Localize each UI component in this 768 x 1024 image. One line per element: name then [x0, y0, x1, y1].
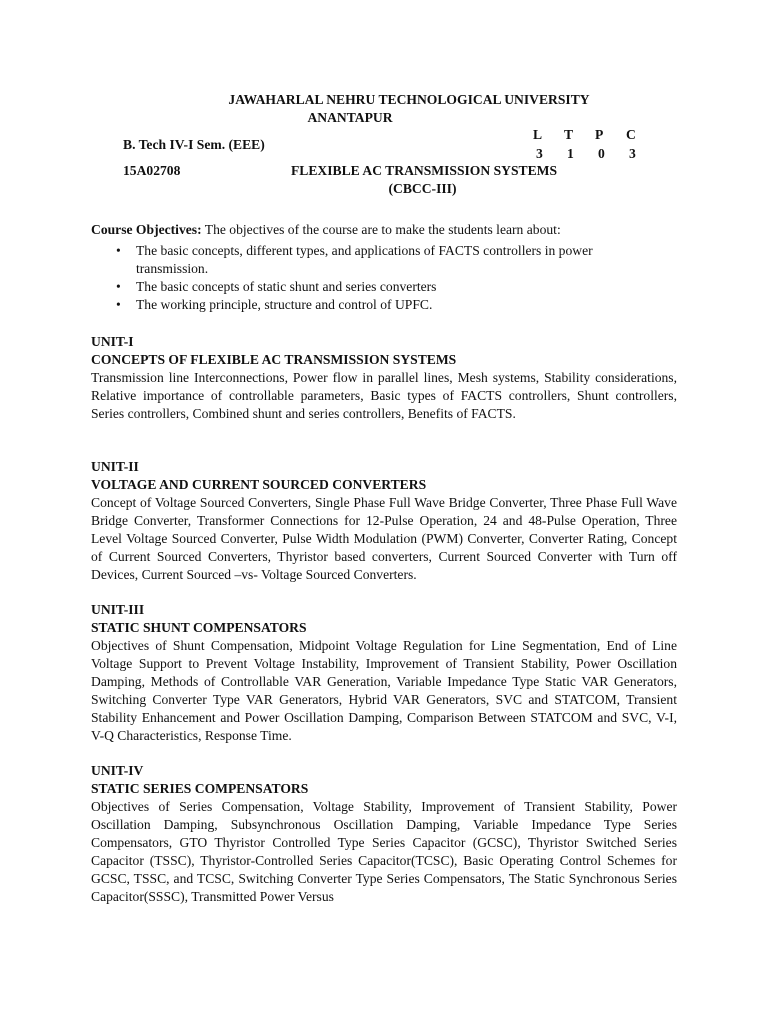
- ltpc-value-l: 3: [536, 146, 543, 161]
- bullet-icon: •: [116, 243, 121, 258]
- course-objectives-intro: [91, 222, 691, 238]
- ltpc-values: [536, 146, 660, 162]
- unit-label: UNIT-III: [91, 602, 145, 617]
- bullet-icon: •: [116, 297, 121, 312]
- unit-title: STATIC SHUNT COMPENSATORS: [91, 620, 307, 635]
- objectives-list: [91, 242, 691, 314]
- unit-title: CONCEPTS OF FLEXIBLE AC TRANSMISSION SYSTEMS: [91, 352, 457, 367]
- program-semester: B. Tech IV-I Sem. (EEE): [123, 137, 265, 152]
- ltpc-label-t: T: [564, 127, 574, 142]
- unit-description: Transmission line Interconnections, Power flow in parallel lines, Mesh systems, Stability considerations, Relative importance of controllable parameters, Basic types of FACTS controllers, Shunt controllers, Series controllers, Combined shunt and series controllers, Benefits of FACTS.: [91, 370, 677, 421]
- course-code: 15A02708: [123, 163, 181, 178]
- university-name: JAWAHARLAL NEHRU TECHNOLOGICAL UNIVERSITY: [228, 92, 590, 107]
- list-item: [91, 296, 691, 314]
- ltpc-label-l: L: [533, 127, 543, 142]
- course-title: FLEXIBLE AC TRANSMISSION SYSTEMS: [291, 163, 558, 178]
- objective-text: The basic concepts of static shunt and series converters: [136, 279, 437, 294]
- ltpc-value-c: 3: [629, 146, 636, 161]
- objective-text: The working principle, structure and control of UPFC.: [136, 297, 433, 312]
- unit-title: VOLTAGE AND CURRENT SOURCED CONVERTERS: [91, 477, 427, 492]
- unit-description: Objectives of Series Compensation, Voltage Stability, Improvement of Transient Stability, Power Oscillation Damping, Subsynchronous Oscillation Damping, Variable Impedance Type Series Compensators, GTO Thyristor Controlled Type Series Capacitor (GCSC), Thyristor Switched Series Capacitor (TSSC), Thyristor-Controlled Series Capacitor(TCSC), Basic Operating Control Schemes for GCSC, TSSC, and TCSC, Switching Converter Type Series Compensators, The Static Synchronous Series Capacitor(SSSC), Transmitted Power Versus: [91, 799, 677, 904]
- list-item: [91, 278, 691, 296]
- unit-label: UNIT-I: [91, 334, 134, 349]
- ltpc-label-c: C: [626, 127, 636, 142]
- unit-title: STATIC SERIES COMPENSATORS: [91, 781, 309, 796]
- list-item: [91, 242, 656, 278]
- course-category: (CBCC-III): [388, 181, 457, 196]
- ltpc-labels: [533, 127, 657, 143]
- ltpc-label-p: P: [595, 127, 604, 142]
- course-objectives-label: Course Objectives:: [91, 222, 202, 237]
- university-location: ANANTAPUR: [307, 110, 393, 125]
- unit-label: UNIT-IV: [91, 763, 144, 778]
- bullet-icon: •: [116, 279, 121, 294]
- objective-text: The basic concepts, different types, and applications of FACTS controllers in power transmission.: [136, 243, 593, 276]
- unit-description: Concept of Voltage Sourced Converters, Single Phase Full Wave Bridge Converter, Three Phase Full Wave Bridge Converter, Transformer Connections for 12-Pulse Operation, 24 and 48-Pulse Operation, Three Level Voltage Sourced Converter, Pulse Width Modulation (PWM) Converter, Converter Rating, Concept of Current Sourced Converters, Thyristor based converters, Current Sourced Converter with Turn off Devices, Current Sourced –vs- Voltage Sourced Converters.: [91, 495, 677, 582]
- ltpc-value-t: 1: [567, 146, 574, 161]
- course-objectives-text: The objectives of the course are to make the students learn about:: [201, 222, 561, 237]
- unit-label: UNIT-II: [91, 459, 139, 474]
- unit-description: Objectives of Shunt Compensation, Midpoint Voltage Regulation for Line Segmentation, End of Line Voltage Support to Prevent Voltage Instability, Improvement of Transient Stability, Power Oscillation Damping, Methods of Controllable VAR Generation, Variable Impedance Type Static VAR Generators, Switching Converter Type VAR Generators, Hybrid VAR Generators, SVC and STATCOM, Transient Stability Enhancement and Power Oscillation Damping, Comparison Between STATCOM and SVC, V-I, V-Q Characteristics, Response Time.: [91, 638, 677, 743]
- ltpc-value-p: 0: [598, 146, 605, 161]
